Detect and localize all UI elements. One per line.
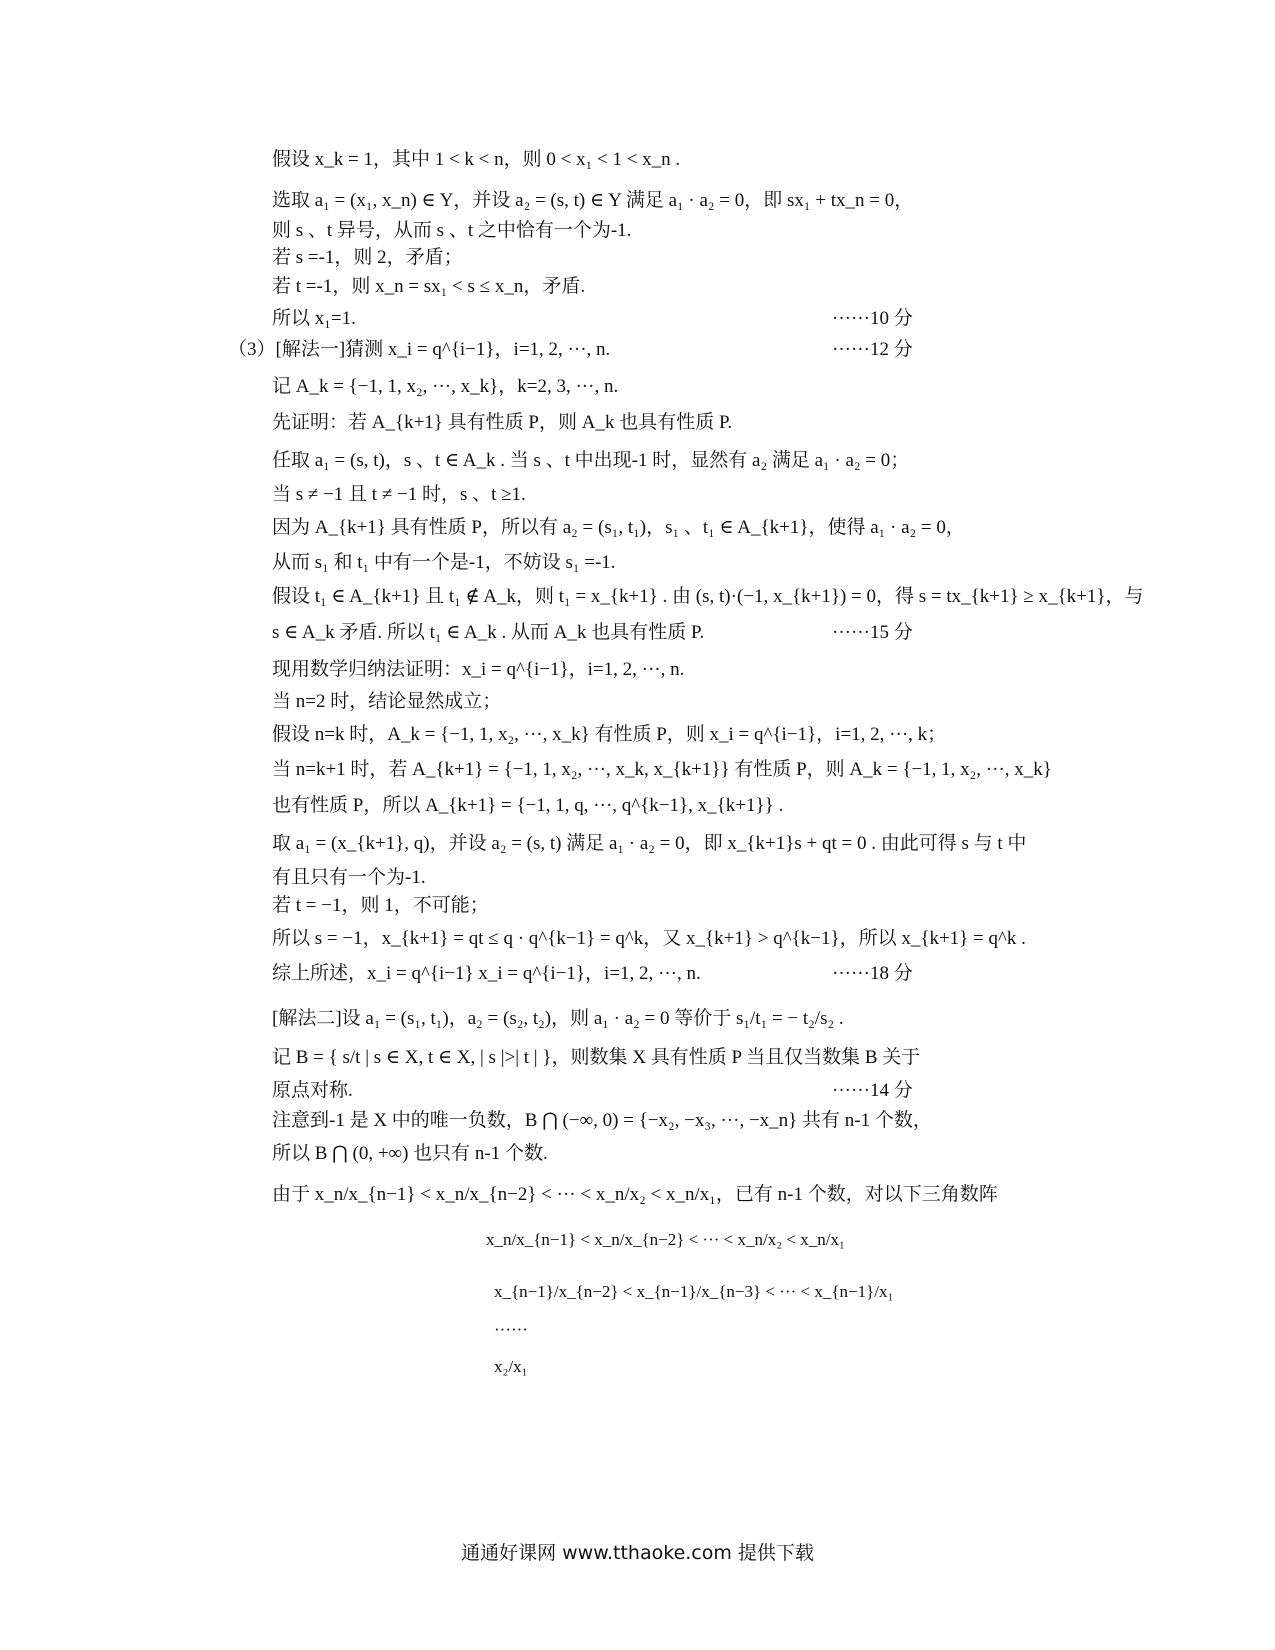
- line-16: 现用数学归纳法证明：x_i = q^{i−1}，i=1, 2, ···, n.: [272, 659, 685, 680]
- line-24: 所以 s = −1，x_{k+1} = qt ≤ q · q^{k−1} = q^k，又 x_{k+1} > q^{k−1}，所以 x_{k+1} = q^k .: [272, 928, 1026, 949]
- line-12: 因为 A_{k+1} 具有性质 P，所以有 a₂ = (s₁, t₁)，s₁ 、t₁ ∈ A_{k+1}，使得 a₁ · a₂ = 0，: [272, 517, 965, 538]
- line-19: 当 n=k+1 时，若 A_{k+1} = {−1, 1, x₂, ···, x_k, x_{k+1}} 有性质 P，则 A_k = {−1, 1, x₂, ···, x_k}: [272, 759, 1052, 780]
- line-11: 当 s ≠ −1 且 t ≠ −1 时，s 、t ≥1.: [272, 484, 526, 505]
- footer-credit: 通通好课网 www.tthaoke.com 提供下载: [461, 1542, 814, 1564]
- line-25: 综上所述，x_i = q^{i−1} x_i = q^{i−1}，i=1, 2, ···, n.: [272, 963, 701, 984]
- score-15: ······15 分: [832, 622, 913, 643]
- line-27: 记 B = { s/t | s ∈ X, t ∈ X, | s |>| t | }，则数集 X 具有性质 P 当且仅当数集 B 关于: [272, 1047, 921, 1068]
- line-7: （3）[解法一]猜测 x_i = q^{i−1}，i=1, 2, ···, n.: [228, 339, 611, 360]
- line-18: 假设 n=k 时，A_k = {−1, 1, x₂, ···, x_k} 有性质 P，则 x_i = q^{i−1}，i=1, 2, ···, k；: [272, 724, 947, 745]
- line-2: 选取 a₁ = (x₁, x_n) ∈ Y，并设 a₂ = (s, t) ∈ Y 满足 a₁ · a₂ = 0，即 sx₁ + tx_n = 0，: [272, 190, 914, 211]
- line-8: 记 A_k = {−1, 1, x₂, ···, x_k}，k=2, 3, ···, n.: [272, 376, 619, 397]
- triangle-row-3: ······: [494, 1320, 528, 1339]
- line-22: 有且只有一个为-1.: [272, 867, 426, 888]
- line-20: 也有性质 P，所以 A_{k+1} = {−1, 1, q, ···, q^{k−1}, x_{k+1}} .: [272, 795, 784, 816]
- line-4: 若 s =-1，则 2，矛盾；: [272, 247, 463, 268]
- score-12: ······12 分: [832, 339, 913, 360]
- line-1: 假设 x_k = 1，其中 1 < k < n，则 0 < x₁ < 1 < x_n .: [272, 149, 681, 170]
- line-30: 所以 B ⋂ (0, +∞) 也只有 n-1 个数.: [272, 1143, 548, 1164]
- line-14: 假设 t₁ ∈ A_{k+1} 且 t₁ ∉ A_k，则 t₁ = x_{k+1} . 由 (s, t)·(−1, x_{k+1}) = 0，得 s = tx_{k+1} ≥ x_{k+1}，与: [272, 586, 1144, 607]
- score-18: ······18 分: [832, 963, 913, 984]
- line-26: [解法二]设 a₁ = (s₁, t₁)，a₂ = (s₂, t₂)，则 a₁ · a₂ = 0 等价于 s₁/t₁ = − t₂/s₂ .: [272, 1008, 844, 1029]
- triangle-row-1: x_n/x_{n−1} < x_n/x_{n−2} < ··· < x_n/x₂ < x_n/x₁: [486, 1230, 845, 1249]
- line-29: 注意到-1 是 X 中的唯一负数，B ⋂ (−∞, 0) = {−x₂, −x₃, ···, −x_n} 共有 n-1 个数，: [272, 1110, 932, 1131]
- line-13: 从而 s₁ 和 t₁ 中有一个是-1，不妨设 s₁ =-1.: [272, 552, 616, 573]
- score-10: ······10 分: [832, 308, 913, 329]
- score-14: ······14 分: [832, 1080, 913, 1101]
- line-21: 取 a₁ = (x_{k+1}, q)，并设 a₂ = (s, t) 满足 a₁ · a₂ = 0，即 x_{k+1}s + qt = 0 . 由此可得 s 与 t 中: [272, 833, 1027, 854]
- line-10: 任取 a₁ = (s, t)，s 、t ∈ A_k . 当 s 、t 中出现-1 时，显然有 a₂ 满足 a₁ · a₂ = 0；: [272, 450, 910, 471]
- triangle-row-2: x_{n−1}/x_{n−2} < x_{n−1}/x_{n−3} < ··· < x_{n−1}/x₁: [494, 1282, 894, 1301]
- line-15: s ∈ A_k 矛盾. 所以 t₁ ∈ A_k . 从而 A_k 也具有性质 P.: [272, 622, 705, 643]
- triangle-row-4: x₂/x₁: [494, 1357, 528, 1376]
- line-23: 若 t = −1，则 1，不可能；: [272, 895, 489, 916]
- line-5: 若 t =-1，则 x_n = sx₁ < s ≤ x_n，矛盾.: [272, 276, 586, 297]
- line-17: 当 n=2 时，结论显然成立；: [272, 691, 502, 712]
- line-31: 由于 x_n/x_{n−1} < x_n/x_{n−2} < ··· < x_n/x₂ < x_n/x₁，已有 n-1 个数，对以下三角数阵: [272, 1184, 998, 1205]
- line-3: 则 s 、t 异号，从而 s 、t 之中恰有一个为-1.: [272, 220, 632, 241]
- line-9: 先证明：若 A_{k+1} 具有性质 P，则 A_k 也具有性质 P.: [272, 412, 733, 433]
- line-6: 所以 x₁=1.: [272, 308, 356, 329]
- line-28: 原点对称.: [272, 1080, 353, 1101]
